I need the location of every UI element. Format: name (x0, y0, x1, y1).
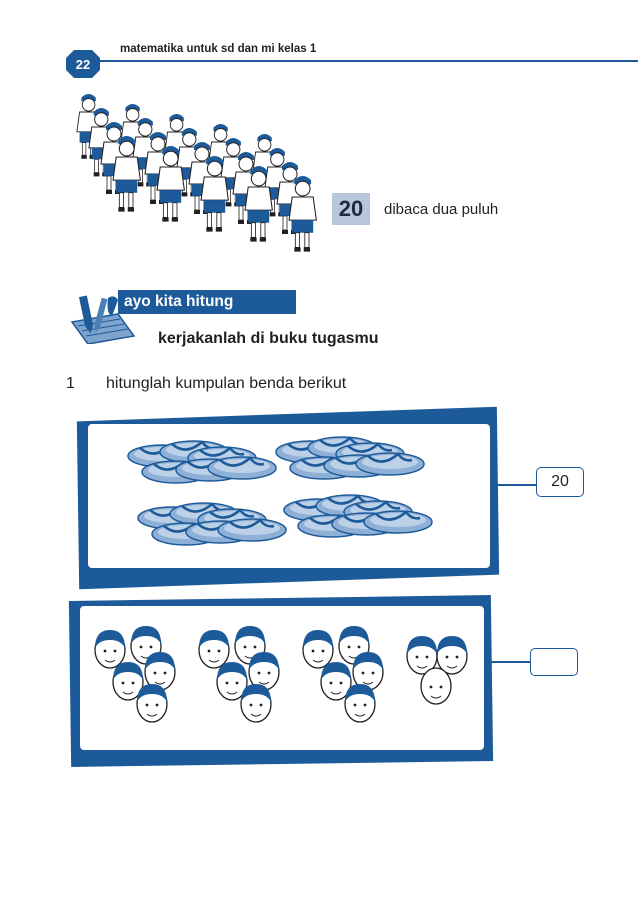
number-box: 20 (332, 193, 370, 225)
header-rule (100, 60, 638, 62)
activity-banner: ayo kita hitung (118, 290, 296, 314)
boy-face (303, 630, 333, 668)
faces-illustration (80, 606, 484, 750)
number-reading: dibaca dua puluh (384, 201, 499, 218)
sandals-illustration (88, 424, 490, 568)
question-number: 1 (66, 375, 75, 392)
sandal (356, 453, 424, 475)
boy-face (95, 630, 125, 668)
answer-box-1[interactable]: 20 (536, 467, 584, 497)
activity-instruction: kerjakanlah di buku tugasmu (158, 330, 379, 347)
sandal (364, 511, 432, 533)
sandal (218, 519, 286, 541)
question-text: hitunglah kumpulan benda berikut (106, 375, 347, 392)
running-head: matematika untuk sd dan mi kelas 1 (120, 43, 317, 55)
page-number: 22 (75, 56, 91, 72)
panel-2 (78, 604, 486, 752)
sandal (208, 457, 276, 479)
panel-1 (86, 422, 492, 570)
answer-box-2[interactable] (530, 648, 578, 676)
boy-face (241, 684, 271, 722)
boy-face (199, 630, 229, 668)
panel-2-connector (486, 661, 530, 663)
boy-face (137, 684, 167, 722)
students-illustration (68, 88, 318, 266)
boy-face (345, 684, 375, 722)
panel-1-connector (492, 484, 536, 486)
boy-face (437, 636, 467, 674)
boy-face (421, 668, 451, 704)
